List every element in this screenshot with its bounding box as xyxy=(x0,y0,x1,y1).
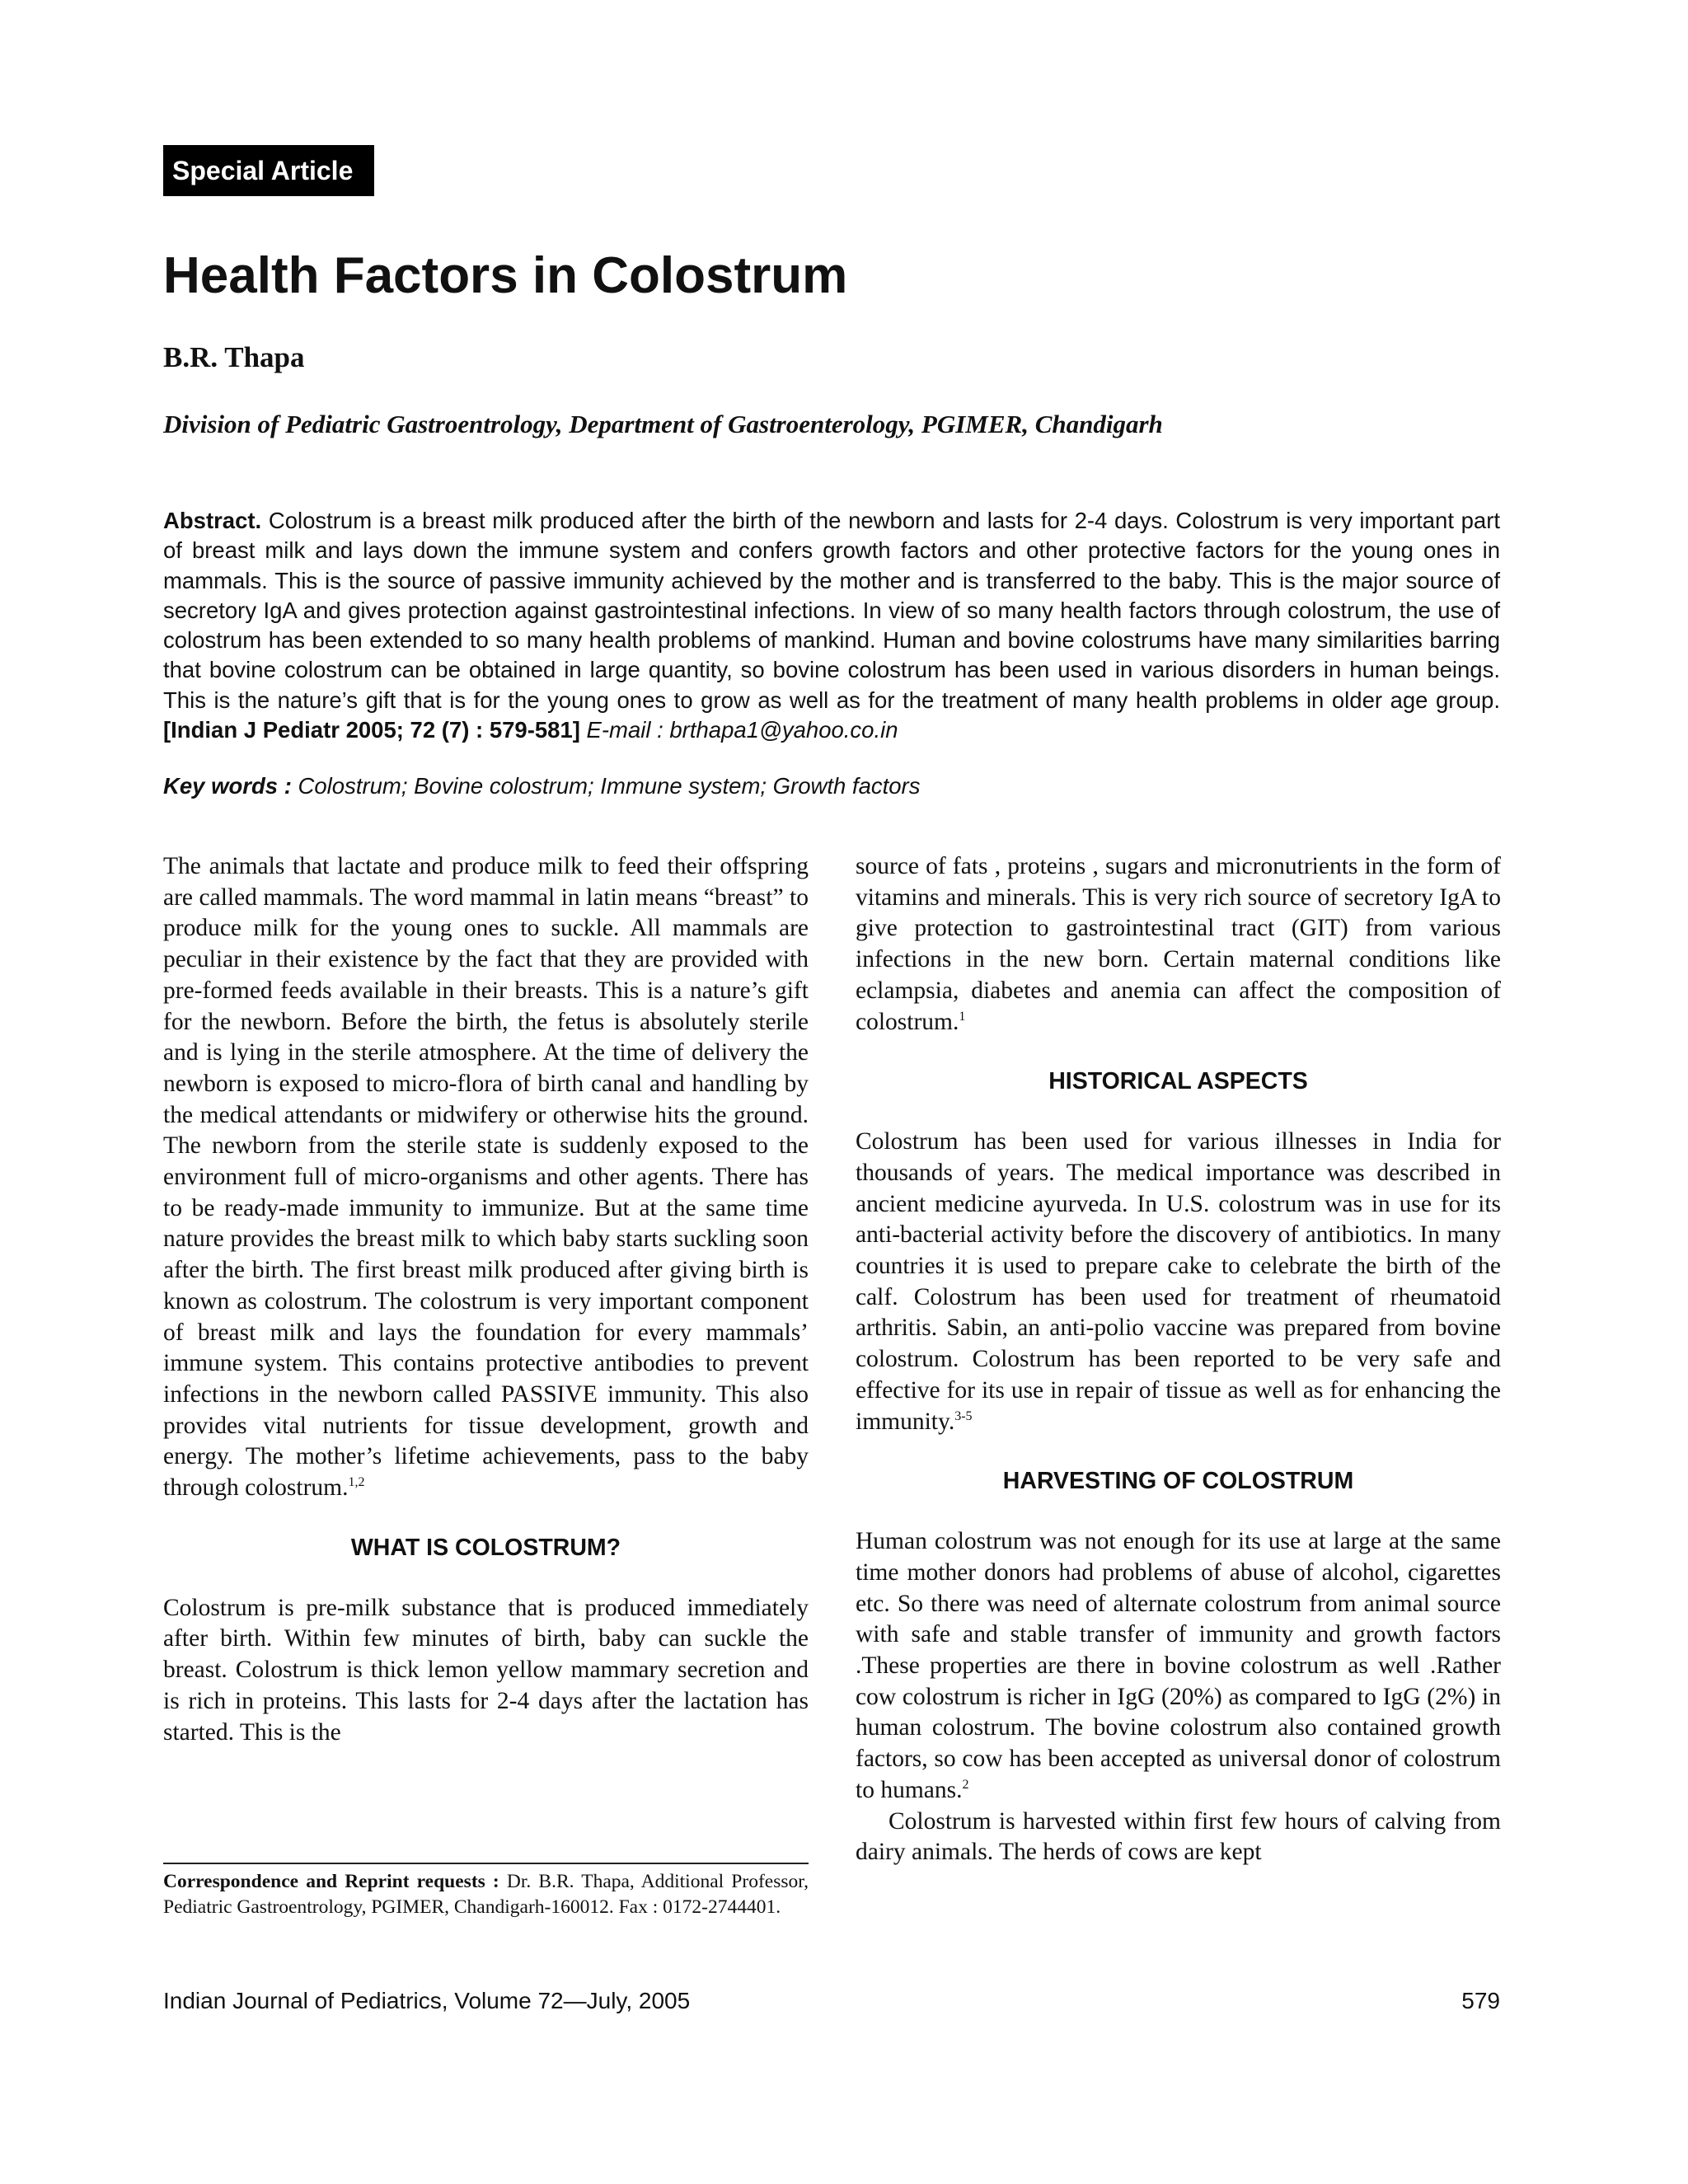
what-is-colostrum-paragraph: Colostrum is pre-milk substance that is produced immediately after birth. Within few minutes of birth, baby can suckle the breast. Colostrum is thick lemon yellow mammary secretion and is rich in proteins. This lasts for 2-4 days after the lactation has started. This is the xyxy=(163,1594,809,1746)
abstract-label: Abstract. xyxy=(163,508,262,533)
correspondence-footnote xyxy=(163,1869,809,1920)
intro-paragraph-text: The animals that lactate and produce milk to feed their offspring are called mammals. The word mammal in latin means “breast” to produce milk for the young ones to suckle. All mammals are peculiar in their existence by the fact that they are provided with pre-formed feeds available in their breasts. This is a nature’s gift for the newborn. Before the birth, the fetus is absolutely sterile and is lying in the sterile atmosphere. At the time of delivery the newborn is exposed to micro-flora of birth canal and handling by the medical attendants or midwifery or otherwise hits the ground. The newborn from the sterile state is suddenly exposed to the environment full of micro-organisms and other agents. There has to be ready-made immunity to immunize. But at the same time nature provides the breast milk to which baby starts suckling soon after the birth. The first breast milk produced after giving birth is known as colostrum. The colostrum is very important component of breast milk and lays the foundation for every mammals’ immune system. This contains protective antibodies to prevent infections in the newborn called PASSIVE immunity. This also provides vital nutrients for tissue development, growth and energy. The mother’s lifetime achievements, pass to the baby through colostrum. xyxy=(163,853,809,1502)
article-type-label: Special Article xyxy=(163,145,374,196)
citation-ref: 1,2 xyxy=(348,1475,365,1490)
journal-footer: Indian Journal of Pediatrics, Volume 72—July, 2005 xyxy=(163,1988,691,2013)
section-heading-historical-aspects: HISTORICAL ASPECTS xyxy=(1048,1068,1308,1095)
abstract-email: E-mail : brthapa1@yahoo.co.in xyxy=(579,717,898,743)
intro-paragraph xyxy=(163,851,809,1504)
section-heading-what-is-colostrum: WHAT IS COLOSTRUM? xyxy=(350,1534,621,1561)
right-column xyxy=(856,851,1501,1868)
citation-ref: 2 xyxy=(962,1778,969,1793)
footnote-label: Correspondence and Reprint requests : xyxy=(163,1871,499,1892)
keywords-text: Colostrum; Bovine colostrum; Immune system; Growth factors xyxy=(298,773,921,799)
keywords-label: Key words : xyxy=(163,773,298,799)
harvesting-paragraph xyxy=(856,1526,1501,1806)
harvesting-paragraph-2: Colostrum is harvested within first few hours of calving from dairy animals. The herds of cows are kept xyxy=(856,1807,1501,1866)
historical-aspects-text: Colostrum has been used for various illnesses in India for thousands of years. The medical importance was described in ancient medicine ayurveda. In U.S. colostrum was in use for its anti-bacterial activity before the discovery of antibiotics. In many countries it is used to prepare cake to celebrate the birth of the calf. Colostrum has been used for treatment of rheumatoid arthritis. Sabin, an anti-polio vaccine was prepared from bovine colostrum. Colostrum has been reported to be very safe and effective for its use in repair of tissue as well as for enhancing the immunity. xyxy=(856,1128,1501,1435)
footnote-divider xyxy=(163,1863,809,1864)
historical-aspects-paragraph xyxy=(856,1127,1501,1437)
harvesting-paragraph-text: Human colostrum was not enough for its use at large at the same time mother donors had problems of abuse of alcohol, cigarettes etc. So there was need of alternate colostrum from animal source with safe and stable transfer of immunity and growth factors .These properties are there in bovine colostrum as well .Rather cow colostrum is richer in IgG (20%) as compared to IgG (2%) in human colostrum. The bovine colostrum also contained growth factors, so cow has been accepted as universal donor of colostrum to humans. xyxy=(856,1528,1501,1803)
citation-ref: 1 xyxy=(959,1009,966,1024)
abstract-citation: [Indian J Pediatr 2005; 72 (7) : 579-581] xyxy=(163,717,580,743)
footnote-text: Dr. B.R. Thapa, Additional Professor, Pediatric Gastroentrology, PGIMER, Chandigarh-160012. Fax : 0172-2744401. xyxy=(163,1871,809,1918)
author-name: B.R. Thapa xyxy=(163,341,305,373)
keywords xyxy=(163,771,1500,801)
continued-paragraph xyxy=(856,851,1501,1038)
abstract-text: Colostrum is a breast milk produced after the birth of the newborn and lasts for 2-4 days. Colostrum is very important part of breast milk and lays down the immune system and confers growth factors and other protective factors for the young ones in mammals. This is the source of passive immunity achieved by the mother and is transferred to the baby. This is the major source of secretory IgA and gives protection against gastrointestinal infections. In view of so many health factors through colostrum, the use of colostrum has been extended to so many health problems of mankind. Human and bovine colostrums have many similarities barring that bovine colostrum can be obtained in large quantity, so bovine colostrum has been used in various disorders in human beings. This is the nature’s gift that is for the young ones to grow as well as for the treatment of many health problems in older age group. xyxy=(163,508,1500,713)
abstract xyxy=(163,506,1500,745)
article-title: Health Factors in Colostrum xyxy=(163,247,848,304)
section-heading-harvesting: HARVESTING OF COLOSTRUM xyxy=(1002,1468,1354,1495)
left-column xyxy=(163,851,809,1748)
page-number: 579 xyxy=(1461,1988,1500,2013)
author-affiliation: Division of Pediatric Gastroentrology, Department of Gastroenterology, PGIMER, Chandigarh xyxy=(163,410,1163,438)
citation-ref: 3-5 xyxy=(954,1408,973,1423)
continued-paragraph-text: source of fats , proteins , sugars and micronutrients in the form of vitamins and minerals. This is very rich source of secretory IgA to give protection to gastrointestinal tract (GIT) from various infections in the new born. Certain maternal conditions like eclampsia, diabetes and anemia can affect the composition of colostrum. xyxy=(856,853,1501,1035)
